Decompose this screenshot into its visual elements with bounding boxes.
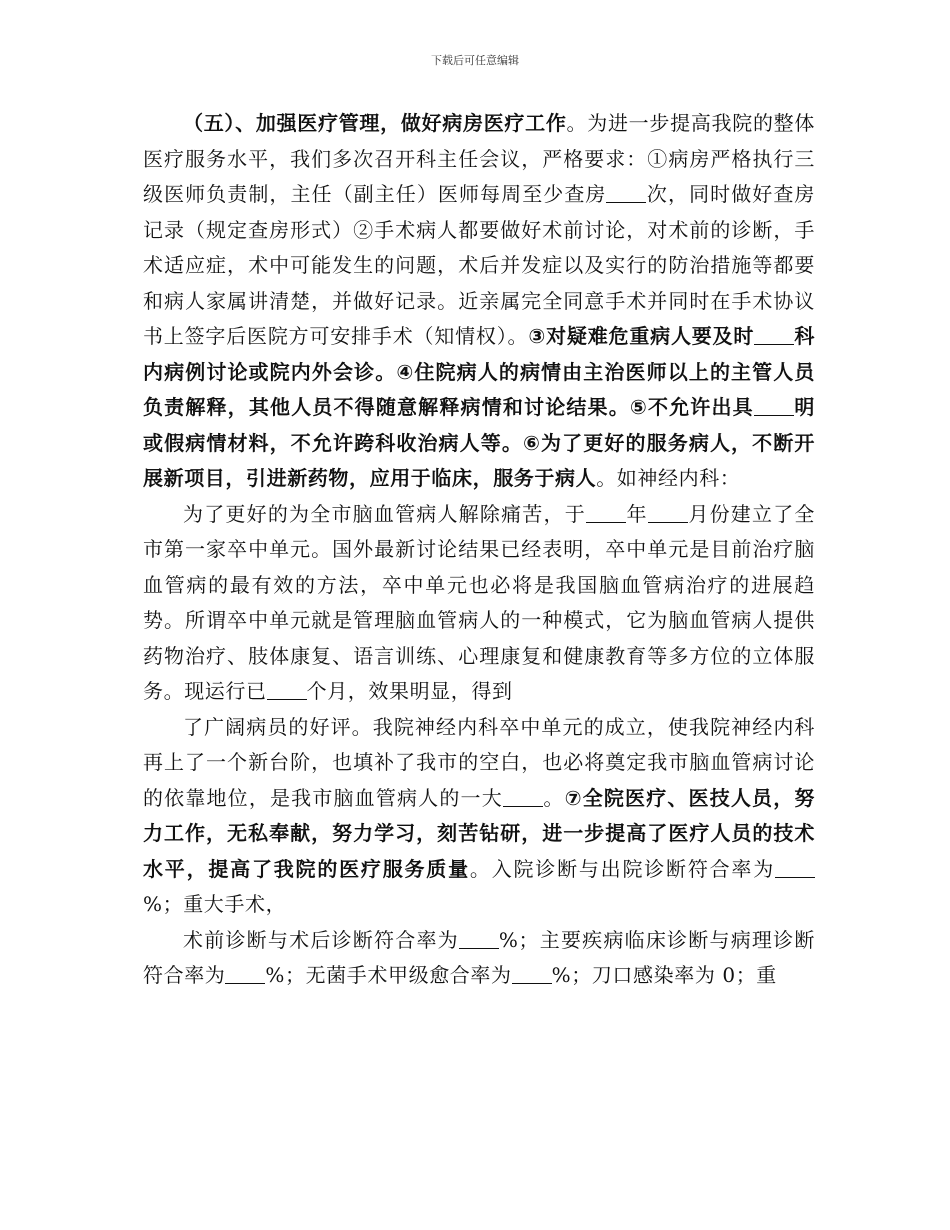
text-segment: %；刀口感染率为 0；重	[551, 963, 777, 987]
text-segment: 。入院诊断与出院诊断符合率为	[469, 856, 776, 881]
fill-in-blank	[775, 857, 815, 878]
text-segment: 个月，效果明显，得到	[306, 679, 513, 703]
text-segment: 月份建立了全市第一家卒中单元。国外最新讨论结果已经表明，卒中单元是目前治疗脑血管病的最有效的方法，卒中单元也必将是我国脑血管病治疗的进展趋势。所谓卒中单元就是管理脑血管病人的一种模式，它为脑血管病人提供药物治疗、肢体康复、语言训练、心理康复和健康教育等多方位的立体服务。现运行已	[143, 501, 816, 703]
fill-in-blank	[225, 963, 265, 984]
fill-in-blank	[648, 502, 688, 523]
bold-text-segment: （五）、加强医疗管理，做好病房医疗工作	[183, 111, 567, 135]
bold-text-segment: 科内病例讨论或院内外会诊。④住院病人的病情由主治医师以上的主管人员负责解释，其他人员不得随意解释病情和讨论结果。⑤不允许出具	[143, 324, 815, 419]
paragraph	[143, 923, 815, 994]
text-segment: %；主要疾病临床诊断与病理诊断符合率为	[143, 927, 815, 987]
text-segment: 。	[542, 785, 565, 810]
bold-text-segment: 明或假病情材料，不允许跨科收治病人等。⑥为了更好的服务病人，不断开展新项目，引进新药物，应用于临床，服务于病人	[143, 395, 815, 490]
bold-text-segment: ③对疑难危重病人要及时	[528, 324, 755, 348]
fill-in-blank	[512, 963, 552, 984]
fill-in-blank	[586, 502, 626, 523]
text-segment: 。为进一步提高我院的整体医疗服务水平，我们多次召开科主任会议，严格要求：①病房严格执行三级医师负责制，主任（副主任）医师每周至少查房	[143, 111, 815, 206]
fill-in-blank	[267, 679, 307, 700]
text-segment: 术前诊断与术后诊断符合率为	[183, 927, 459, 952]
paragraph	[143, 497, 815, 710]
text-segment: %；无菌手术甲级愈合率为	[265, 963, 512, 987]
fill-in-blank	[754, 324, 794, 345]
paragraph	[143, 710, 815, 923]
text-segment: 。如神经内科：	[596, 466, 741, 490]
paragraph	[143, 106, 815, 497]
document-body	[143, 106, 815, 994]
text-segment: 次，同时做好查房记录（规定查房形式）②手术病人都要做好术前讨论，对术前的诊断，手术适应症，术中可能发生的问题，术后并发症以及实行的防治措施等都要和病人家属讲清楚，并做好记录。近亲属完全同意手术并同时在手术协议书上签字后医院方可安排手术（知情权）。	[143, 182, 815, 348]
text-segment: 了广阔病员的好评。我院神经内科卒中单元的成立，使我院神经内科再上了一个新台阶，也填补了我市的空白，也必将奠定我市脑血管病讨论的依靠地位，是我市脑血管病人的一大	[143, 714, 815, 810]
page-header: 下载后可任意编辑	[431, 54, 519, 67]
fill-in-blank	[503, 786, 543, 807]
fill-in-blank	[459, 928, 499, 949]
fill-in-blank	[754, 395, 794, 416]
text-segment: 为了更好的为全市脑血管病人解除痛苦，于	[183, 501, 586, 526]
bold-text-segment: ⑦全院医疗、医技人员，努力工作，无私奉献，努力学习，刻苦钻研，进一步提高了医疗人员的技术水平，提高了我院的医疗服务质量	[143, 785, 815, 881]
text-segment: 年	[625, 501, 648, 526]
text-segment: %；重大手术，	[143, 892, 287, 916]
fill-in-blank	[606, 182, 646, 203]
